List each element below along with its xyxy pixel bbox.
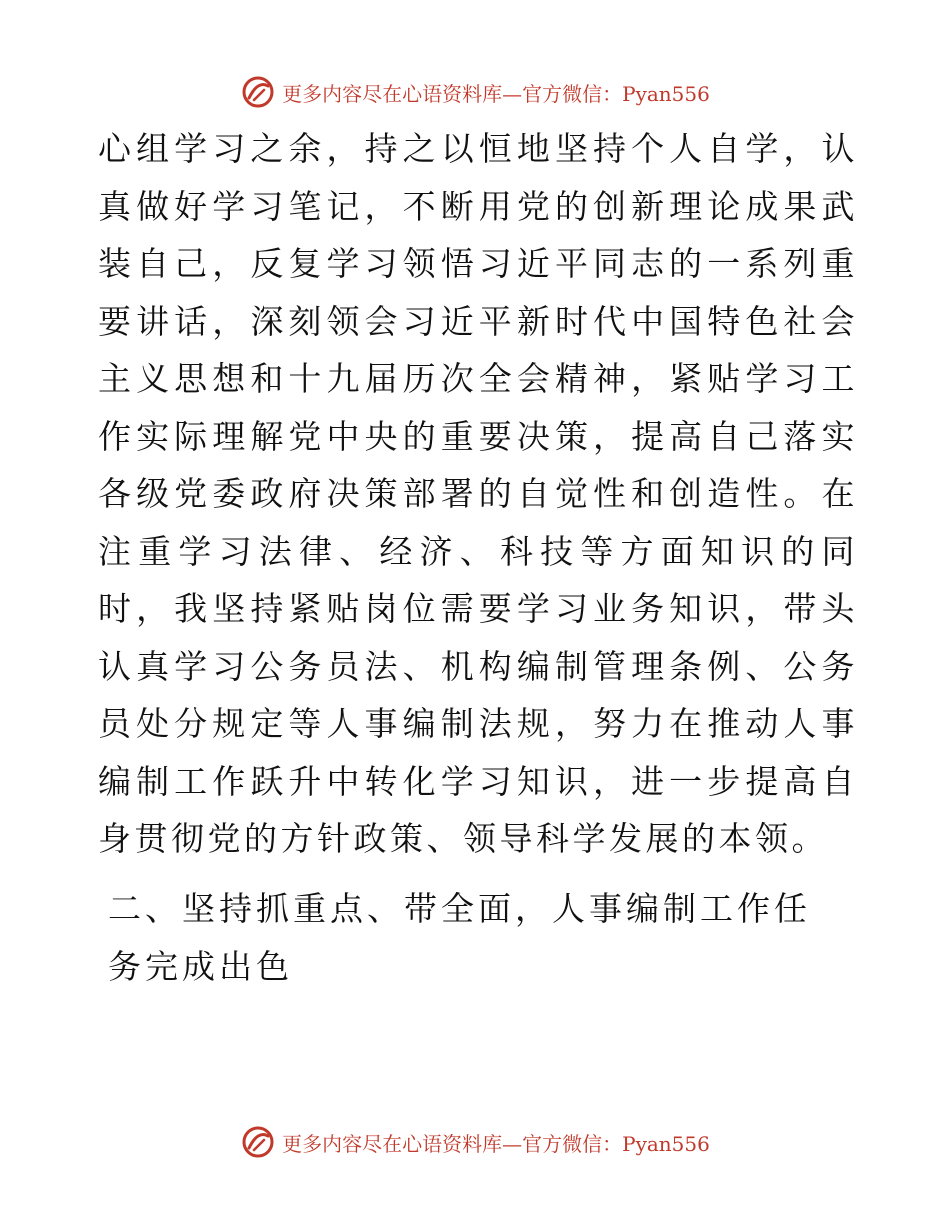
section-heading: 二、坚持抓重点、带全面，人事编制工作任务完成出色: [108, 888, 811, 986]
header-watermark-text: 更多内容尽在心语资料库—官方微信：Pyan556: [282, 81, 710, 106]
footer-watermark-banner: [0, 1124, 950, 1160]
footer-watermark-text: 更多内容尽在心语资料库—官方微信：Pyan556: [282, 1131, 710, 1156]
red-seal-logo-icon: [240, 74, 276, 110]
red-seal-logo-icon: [240, 1124, 276, 1160]
body-paragraph: 心组学习之余，持之以恒地坚持个人自学，认真做好学习笔记，不断用党的创新理论成果武装自己，反复学习领悟习近平同志的一系列重要讲话，深刻领会习近平新时代中国特色社会主义思想和十九届历次全会精神，紧贴学习工作实际理解党中央的重要决策，提高自己落实各级党委政府决策部署的自觉性和创造性。在注重学习法律、经济、科技等方面知识的同时，我坚持紧贴岗位需要学习业务知识，带头认真学习公务员法、机构编制管理条例、公务员处分规定等人事编制法规，努力在推动人事编制工作跃升中转化学习知识，进一步提高自身贯彻党的方针政策、领导科学发展的本领。: [98, 129, 858, 858]
document-body: [98, 120, 858, 996]
header-watermark-banner: [0, 74, 950, 110]
